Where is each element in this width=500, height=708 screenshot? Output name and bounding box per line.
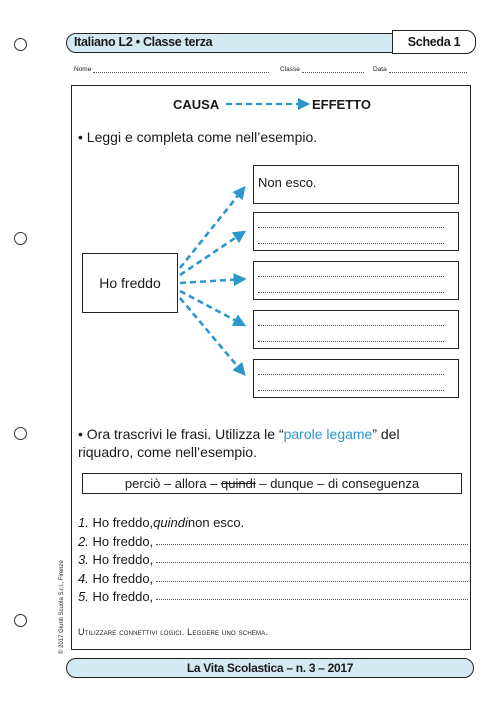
name-label: Nome (74, 66, 92, 73)
writing-line (258, 374, 444, 375)
sentence-start: Ho freddo, (92, 515, 154, 530)
date-label: Data (373, 66, 387, 73)
learning-objective: Utilizzare connettivi logici. Leggere uno schema. (78, 627, 269, 637)
sentence-connector: quindi (153, 515, 188, 530)
sentence-start: Ho freddo, (92, 589, 154, 604)
sentence-number: 1. (78, 515, 89, 530)
effect-heading: EFFETTO (312, 97, 371, 112)
effect-box-blank[interactable] (253, 310, 459, 349)
writing-line (258, 243, 444, 244)
cause-effect-arrow (180, 232, 244, 275)
connectives-2: – dunque – di conseguenza (255, 476, 420, 491)
writing-line[interactable] (156, 599, 468, 600)
instruction-2-highlight: parole legame (283, 426, 373, 442)
instruction-2-part2: ” del (372, 426, 400, 442)
bullet: • (78, 426, 83, 442)
sentence-number: 5. (78, 589, 89, 604)
class-label: Classe (280, 66, 300, 73)
cause-effect-arrow (180, 298, 244, 374)
header-title: Italiano L2 • Classe terza (74, 35, 213, 49)
sentence-start: Ho freddo, (92, 534, 154, 549)
cause-box: Ho freddo (82, 253, 178, 313)
sentence-number: 4. (78, 571, 89, 586)
instruction-1-text: Leggi e completa come nell’esempio. (86, 129, 318, 145)
cause-effect-arrow (180, 279, 244, 283)
connective-struck: quindi (221, 476, 256, 491)
effect-example-text: Non esco. (258, 175, 317, 190)
sentence-line (78, 587, 468, 604)
sentence-start: Ho freddo, (92, 571, 154, 586)
cause-effect-arrow (180, 188, 244, 268)
writing-line (258, 390, 444, 391)
effect-box-blank[interactable] (253, 359, 459, 398)
connectives-1: perciò – allora – (124, 476, 222, 491)
writing-line[interactable] (156, 581, 468, 582)
sentence-line (78, 550, 468, 567)
sentence-line (78, 532, 468, 549)
connectives-box (82, 473, 462, 494)
sentence-number: 2. (78, 534, 89, 549)
effect-box-blank[interactable] (253, 261, 459, 300)
sentence-start: Ho freddo, (92, 552, 154, 567)
writing-line (258, 292, 444, 293)
instruction-2-line2: riquadro, come nell’esempio. (78, 444, 257, 460)
effect-box-blank[interactable] (253, 212, 459, 251)
instruction-1 (78, 128, 317, 146)
instruction-2-part1: Ora trascrivi le frasi. Utilizza le “ (86, 426, 284, 442)
writing-line (258, 276, 444, 277)
sentence-number: 3. (78, 552, 89, 567)
title-arrow (226, 98, 310, 110)
sentence-line (78, 513, 468, 530)
writing-line (258, 341, 444, 342)
writing-line[interactable] (156, 562, 468, 563)
instruction-2 (78, 425, 468, 461)
cause-heading: CAUSA (173, 97, 220, 112)
effect-box-example (253, 165, 459, 204)
sentence-end: non esco. (187, 515, 245, 530)
writing-line (258, 227, 444, 228)
copyright-notice: © 2017 Giunti Scuola S.r.l., Firenze (59, 560, 65, 654)
writing-line[interactable] (156, 544, 468, 545)
sheet-label: Scheda 1 (392, 30, 476, 54)
writing-line (258, 325, 444, 326)
bullet: • (78, 129, 83, 145)
sentence-line (78, 569, 468, 586)
footer-bar: La Vita Scolastica – n. 3 – 2017 (66, 658, 474, 678)
